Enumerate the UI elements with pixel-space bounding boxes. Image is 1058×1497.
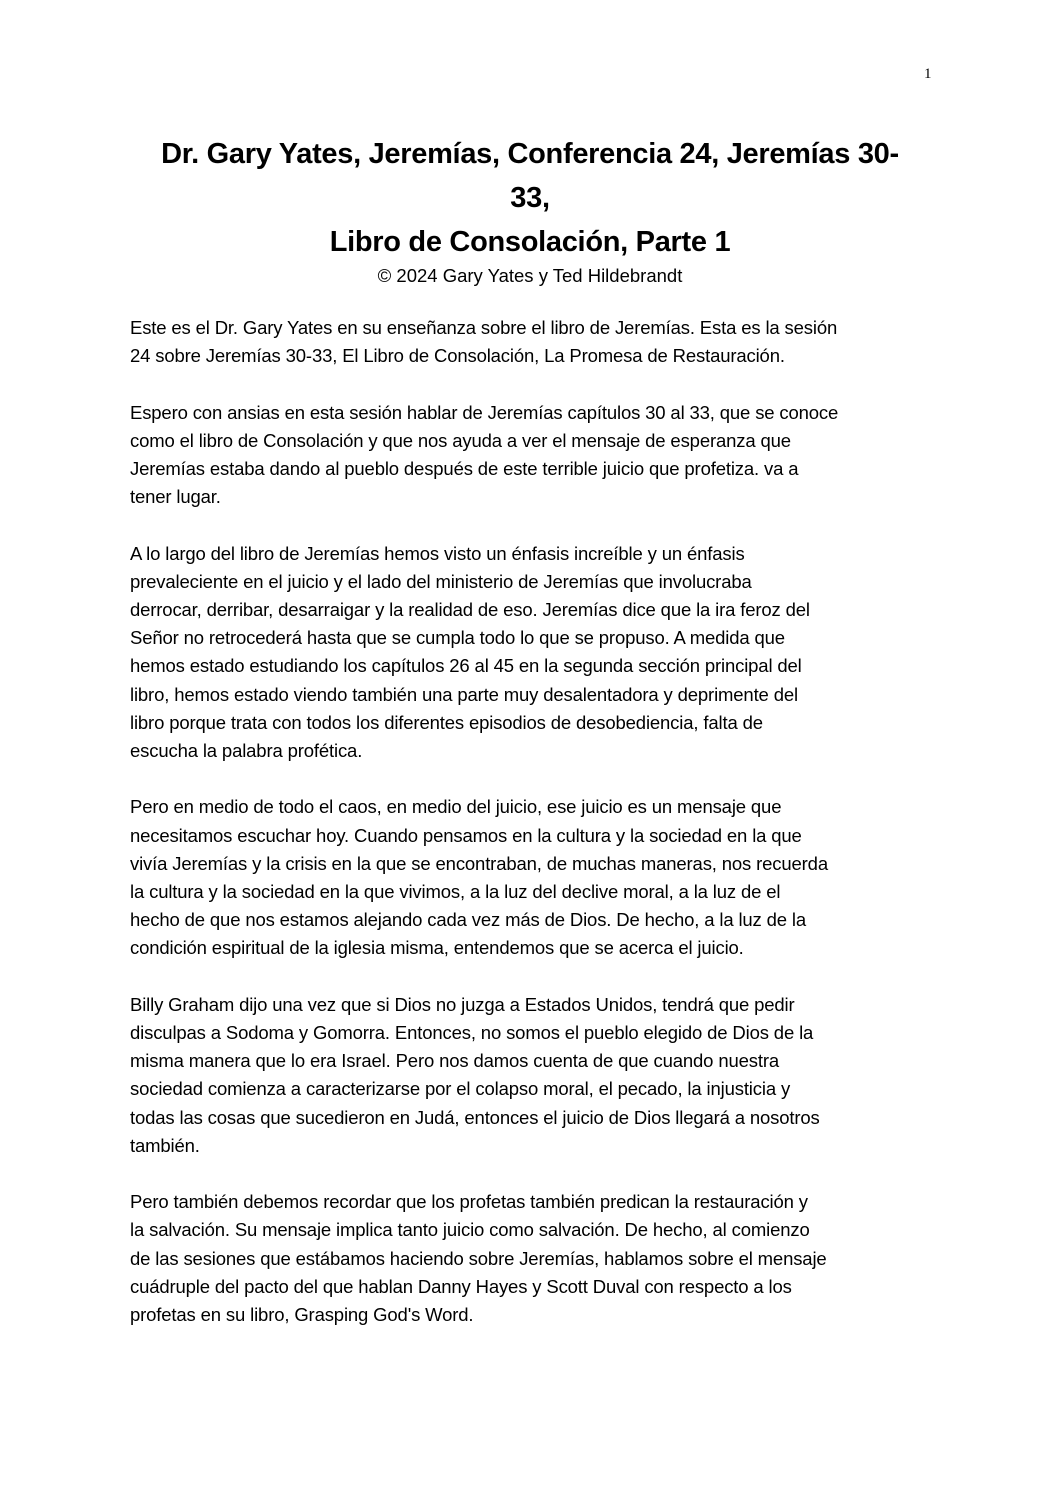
- text-line: vivía Jeremías y la crisis en la que se encontraban, de muchas maneras, nos recuerda: [130, 852, 828, 874]
- text-line: Señor no retrocederá hasta que se cumpla todo lo que se propuso. A medida que: [130, 627, 785, 649]
- text-line: como el libro de Consolación y que nos ayuda a ver el mensaje de esperanza que: [130, 429, 791, 451]
- paragraph: [130, 314, 930, 370]
- text-line: 24 sobre Jeremías 30-33, El Libro de Consolación, La Promesa de Restauración.: [130, 345, 785, 367]
- document-header: [110, 132, 950, 290]
- text-line: de las sesiones que estábamos haciendo sobre Jeremías, hablamos sobre el mensaje: [130, 1247, 827, 1269]
- text-line: hemos estado estudiando los capítulos 26 al 45 en la segunda sección principal del: [130, 655, 802, 677]
- paragraph: [130, 991, 930, 1160]
- document-title-line-1: Dr. Gary Yates, Jeremías, Conferencia 24, Jeremías 30-: [161, 138, 899, 170]
- text-line: libro, hemos estado viendo también una parte muy desalentadora y deprimente del: [130, 683, 798, 705]
- document-title-line-2: 33,: [510, 182, 550, 214]
- text-line: profetas en su libro, Grasping God's Word.: [130, 1304, 474, 1326]
- paragraph: [130, 793, 930, 962]
- text-line: escucha la palabra profética.: [130, 740, 363, 762]
- text-line: A lo largo del libro de Jeremías hemos visto un énfasis increíble y un énfasis: [130, 542, 745, 564]
- text-line: misma manera que lo era Israel. Pero nos damos cuenta de que cuando nuestra: [130, 1050, 779, 1072]
- text-line: necesitamos escuchar hoy. Cuando pensamos en la cultura y la sociedad en la que: [130, 824, 802, 846]
- document-body: [130, 314, 930, 1357]
- text-line: Espero con ansias en esta sesión hablar de Jeremías capítulos 30 al 33, que se conoce: [130, 401, 839, 423]
- text-line: condición espiritual de la iglesia misma, entendemos que se acerca el juicio.: [130, 937, 744, 959]
- text-line: derrocar, derribar, desarraigar y la realidad de eso. Jeremías dice que la ira feroz del: [130, 599, 810, 620]
- text-line: Billy Graham dijo una vez que si Dios no juzga a Estados Unidos, tendrá que pedir: [130, 993, 795, 1015]
- text-line: libro porque trata con todos los diferentes episodios de desobediencia, falta de: [130, 711, 763, 733]
- text-line: todas las cosas que sucedieron en Judá, entonces el juicio de Dios llegará a nosotros: [130, 1106, 820, 1128]
- text-line: disculpas a Sodoma y Gomorra. Entonces, no somos el pueblo elegido de Dios de la: [130, 1022, 814, 1044]
- paragraph: [130, 1188, 930, 1329]
- text-line: la cultura y la sociedad en la que vivimos, a la luz del declive moral, a la luz de el: [130, 881, 781, 903]
- text-line: Este es el Dr. Gary Yates en su enseñanza sobre el libro de Jeremías. Esta es la sesión: [130, 317, 838, 338]
- text-line: Pero también debemos recordar que los profetas también predican la restauración y: [130, 1191, 808, 1213]
- text-line: prevaleciente en el juicio y el lado del ministerio de Jeremías que involucraba: [130, 570, 752, 592]
- text-line: también.: [130, 1134, 200, 1156]
- paragraph: [130, 399, 930, 512]
- text-line: la salvación. Su mensaje implica tanto juicio como salvación. De hecho, al comienzo: [130, 1219, 810, 1241]
- text-line: hecho de que nos estamos alejando cada vez más de Dios. De hecho, a la luz de la: [130, 909, 807, 931]
- text-line: Pero en medio de todo el caos, en medio del juicio, ese juicio es un mensaje que: [130, 796, 782, 818]
- text-line: sociedad comienza a caracterizarse por el colapso moral, el pecado, la injusticia y: [130, 1078, 791, 1100]
- text-line: tener lugar.: [130, 486, 221, 508]
- paragraph: [130, 540, 930, 766]
- page-number: 1: [924, 66, 932, 82]
- copyright-notice: © 2024 Gary Yates y Ted Hildebrandt: [377, 265, 683, 286]
- text-line: cuádruple del pacto del que hablan Danny Hayes y Scott Duval con respecto a los: [130, 1275, 792, 1297]
- document-title-line-3: Libro de Consolación, Parte 1: [329, 226, 731, 258]
- text-line: Jeremías estaba dando al pueblo después de este terrible juicio que profetiza. va a: [130, 458, 799, 479]
